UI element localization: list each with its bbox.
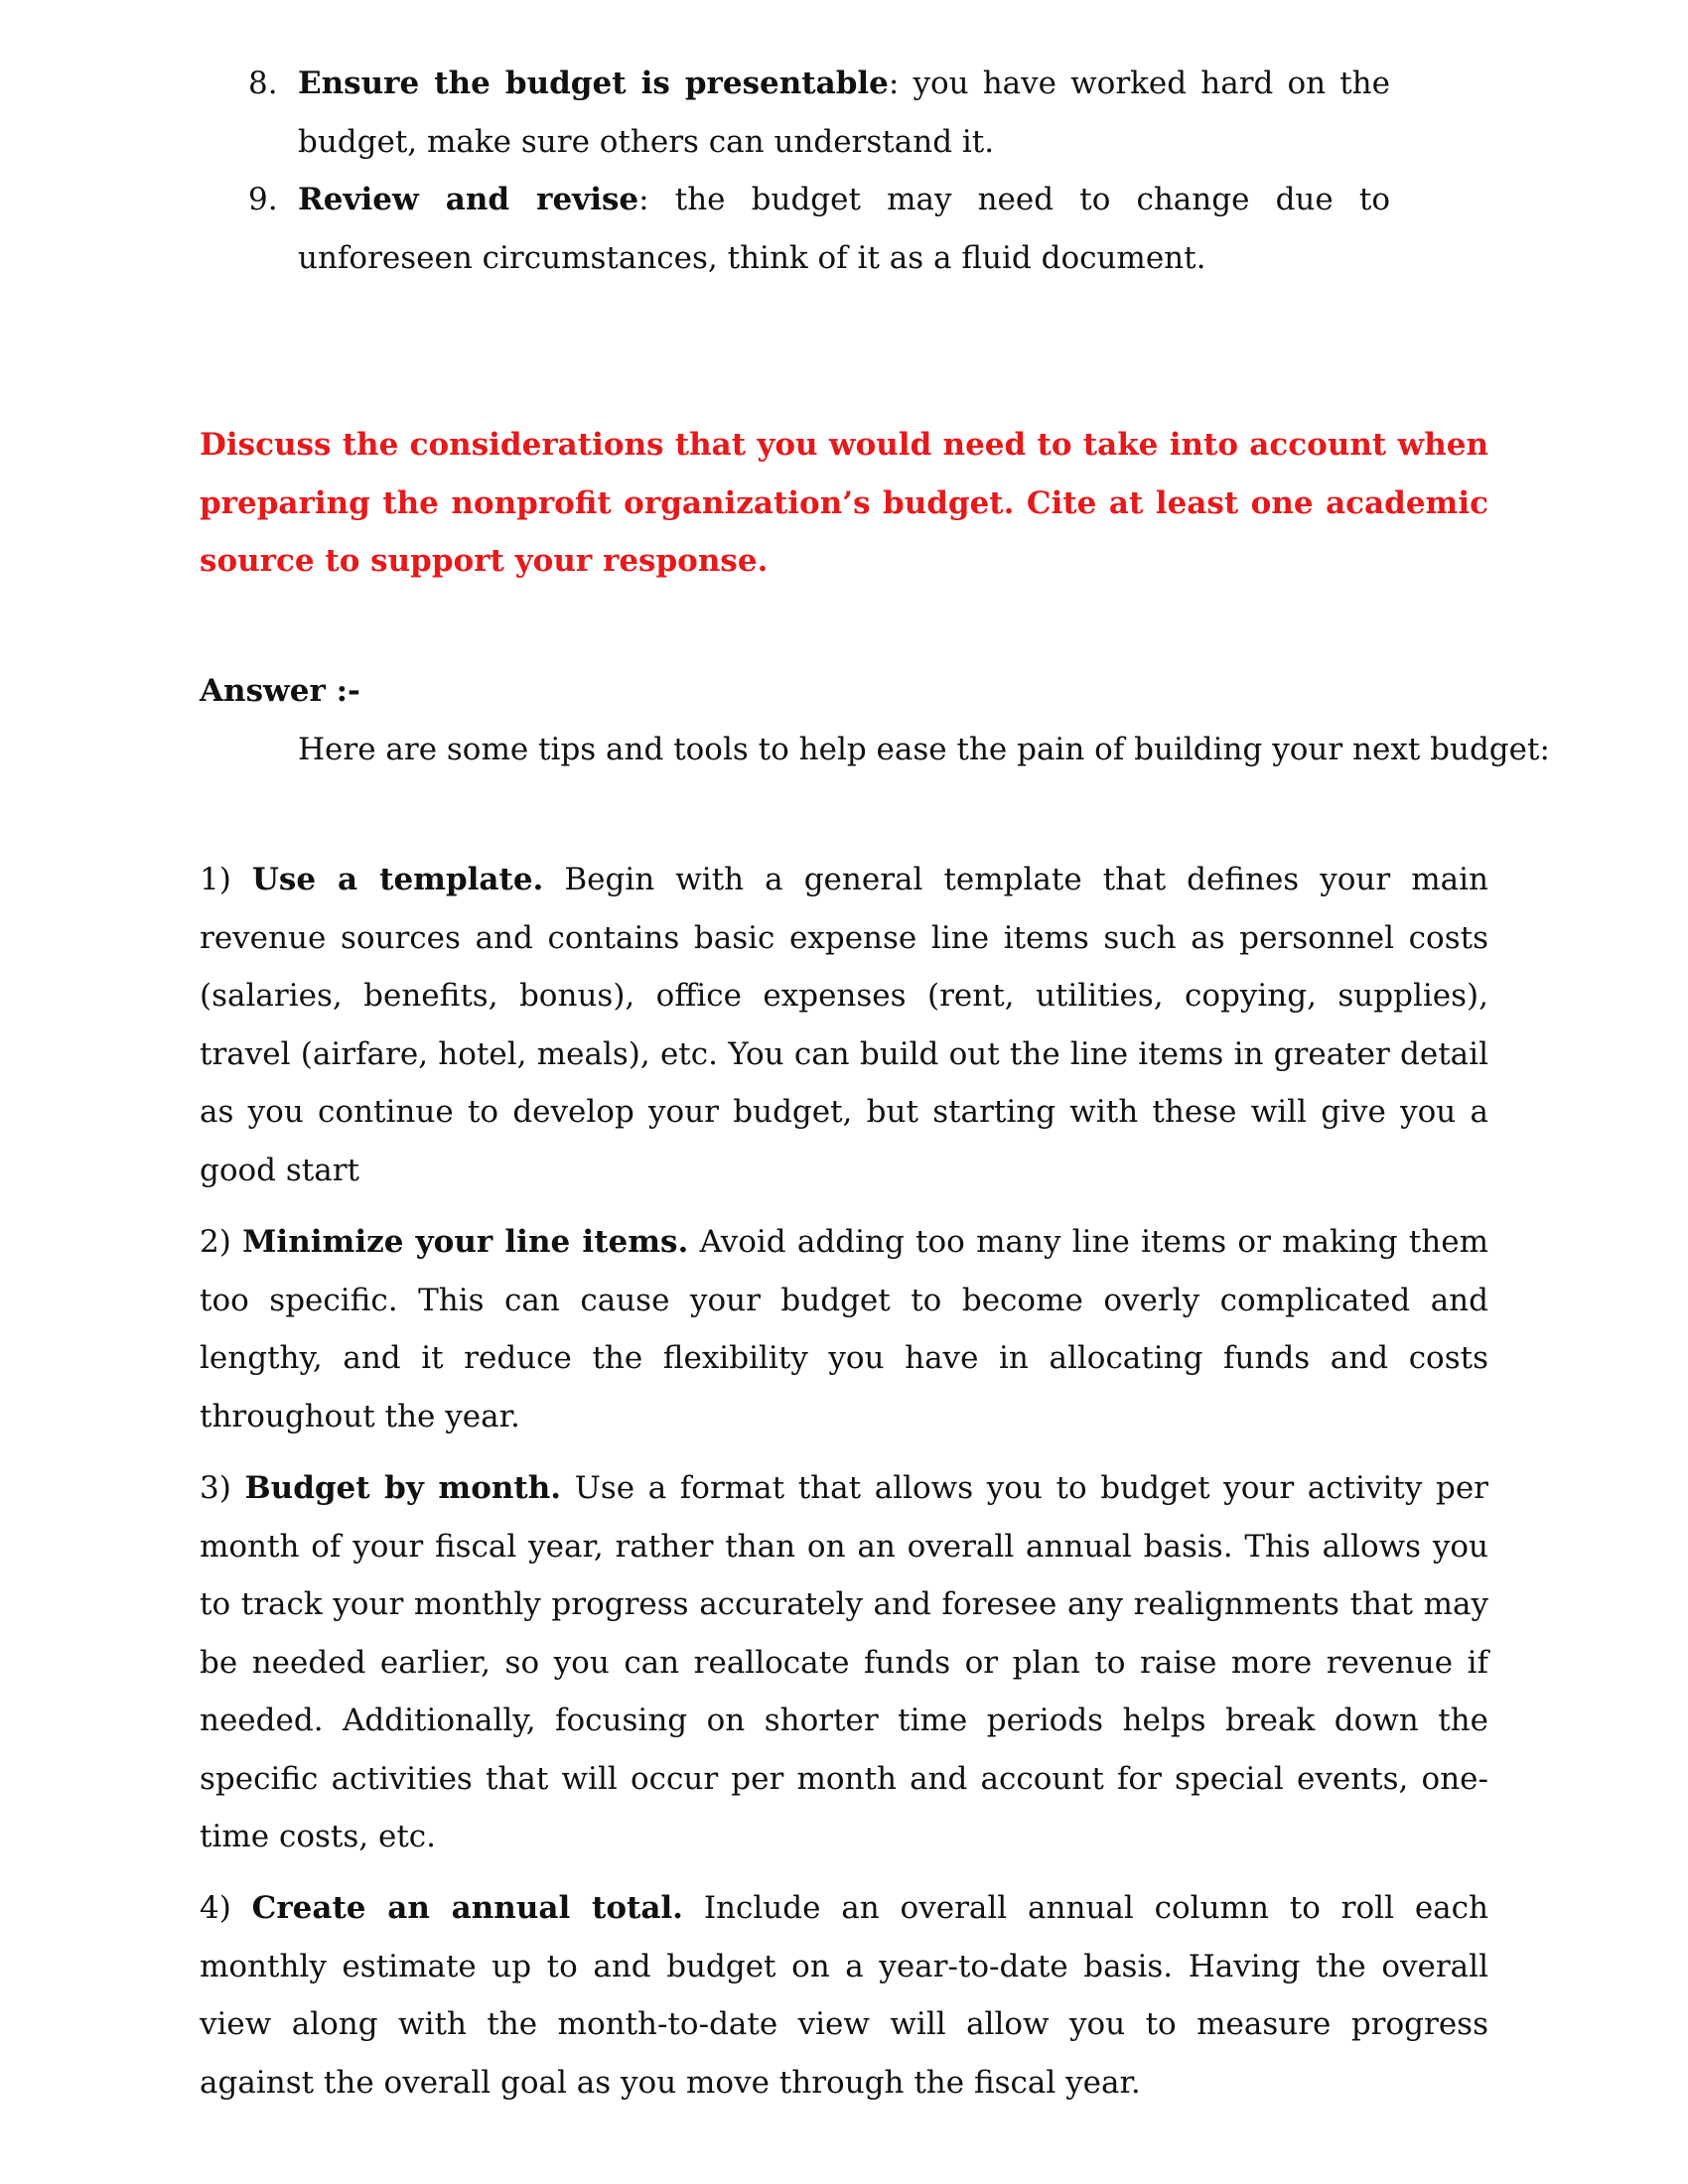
tip-text: Begin with a general template that defines your main revenue sources and contains basic expense line items such as personnel costs (salaries, benefits, bonus), office expenses (rent, utilities, copying, supplies), travel (airfare, hotel, meals), etc. You can build out the line items in greater detail as you continue to develop your budget, but starting with these will give you a good start — [200, 862, 1489, 1188]
tip-title: Minimize your line items. — [242, 1224, 689, 1260]
list-item-8 — [248, 55, 1390, 171]
answer-label: Answer :- — [200, 673, 360, 709]
tip-number: 3) — [200, 1470, 231, 1506]
tip-title: Use a template. — [251, 862, 544, 897]
list-item-text: : the budget may need to change due to unforeseen circumstances, think of it as a fluid document. — [298, 182, 1390, 276]
tip-minimize-line-items — [200, 1213, 1488, 1445]
list-item-title: Ensure the budget is presentable — [298, 66, 889, 101]
tip-number: 4) — [200, 1890, 231, 1926]
tip-text: Include an overall annual column to roll each monthly estimate up to and budget on a year-to-date basis. Having the overall view along with the month-to-date view will allow you to measure progress against the overall goal as you move through the fiscal year. — [200, 1890, 1488, 2101]
tip-text: Use a format that allows you to budget your activity per month of your fiscal year, rather than on an overall annual basis. This allows you to track your monthly progress accurately and foresee any realignments that may be needed earlier, so you can reallocate funds or plan to raise more revenue if needed. Additionally, focusing on shorter time periods helps break down the specific activities that will occur per month and account for special events, one-time costs, etc. — [200, 1470, 1489, 1854]
tip-use-template — [200, 851, 1488, 1199]
list-item-title: Review and revise — [298, 182, 639, 217]
tip-title: Budget by month. — [244, 1470, 562, 1506]
list-item-text: : you have worked hard on the budget, make sure others can understand it. — [298, 66, 1390, 160]
tip-budget-by-month — [200, 1459, 1488, 1866]
tip-title: Create an annual total. — [251, 1890, 683, 1926]
list-item-number: 9. — [248, 182, 278, 217]
list-item-9 — [248, 171, 1390, 287]
list-item-number: 8. — [248, 66, 278, 101]
question-prompt: Discuss the considerations that you would need to take into account when preparing the nonprofit organization’s budget. Cite at least one academic source to support your response. — [200, 427, 1488, 579]
tip-number: 1) — [200, 862, 231, 897]
tip-number: 2) — [200, 1224, 231, 1260]
answer-intro: Here are some tips and tools to help ease the pain of building your next budget: — [298, 732, 1550, 767]
tip-annual-total — [200, 1879, 1488, 2112]
tip-text: Avoid adding too many line items or making them too specific. This can cause your budget to become overly complicated and lengthy, and it reduce the flexibility you have in allocating funds and costs throughout the year. — [200, 1224, 1488, 1434]
